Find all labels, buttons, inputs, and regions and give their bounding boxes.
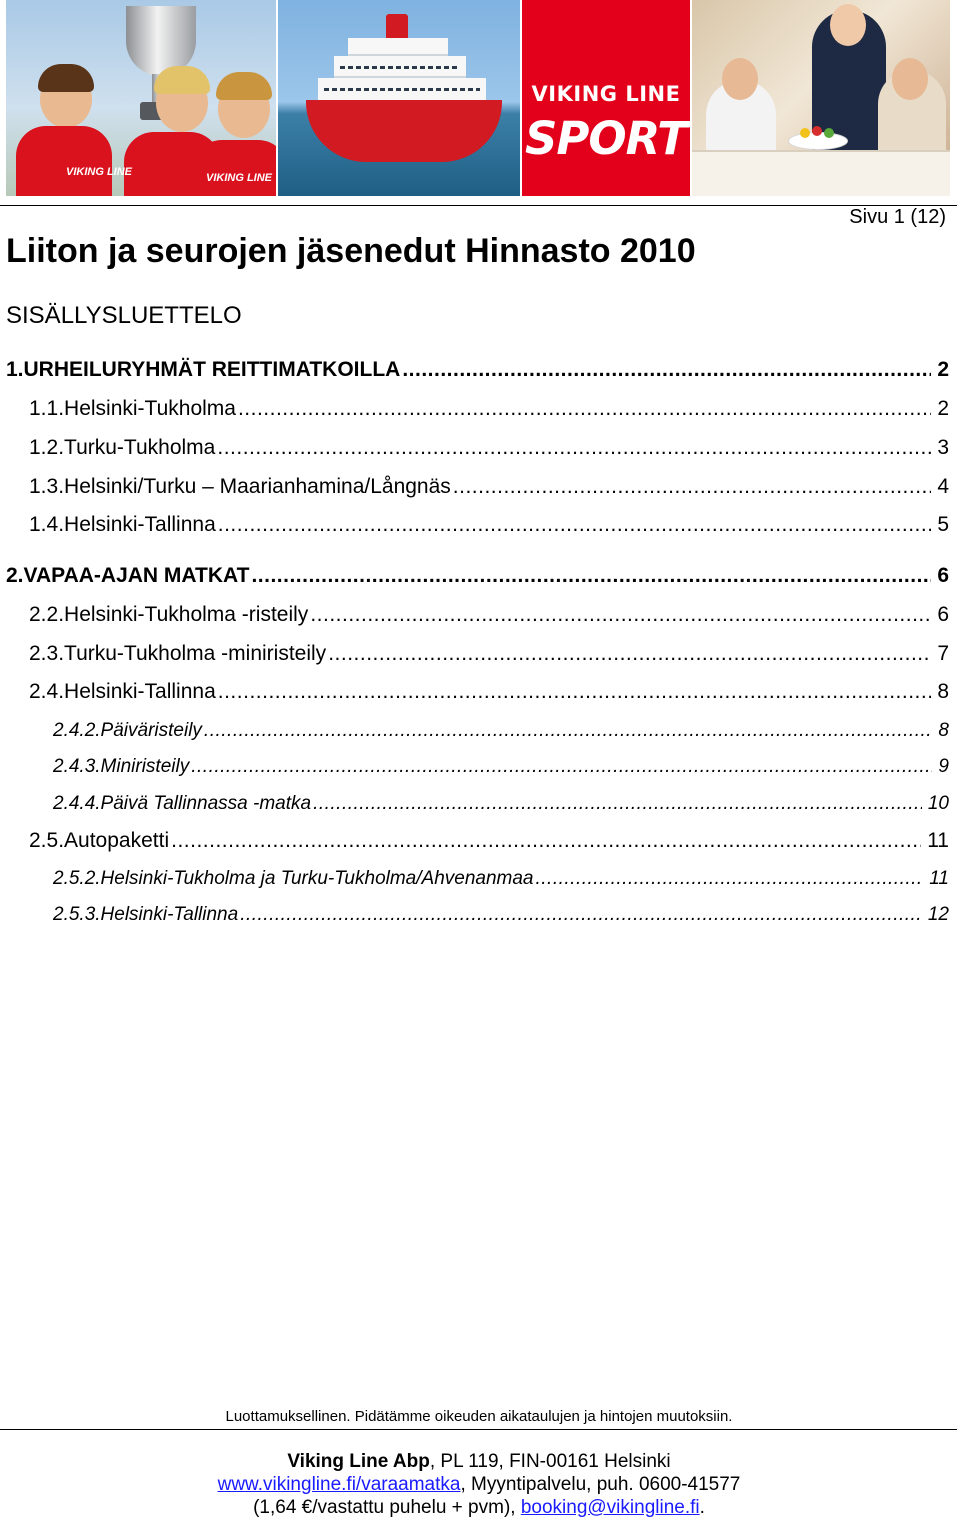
toc-entry-number: 1. — [6, 358, 24, 381]
toc-heading: SISÄLLYSLUETTELO — [6, 302, 242, 329]
footer-contact-line — [0, 1474, 958, 1496]
toc-entry-page: 10 — [927, 793, 949, 814]
toc-entry-label: Autopaketti — [64, 829, 170, 852]
toc-entry-page: 8 — [938, 720, 949, 741]
toc-entry-page: 3 — [937, 436, 949, 459]
toc-entry-page: 12 — [927, 904, 949, 925]
toc-entry-number: 2.5.3. — [53, 904, 101, 925]
toc-entry-number: 2. — [6, 564, 24, 587]
toc-entry-label: Helsinki-Tukholma — [64, 397, 236, 420]
header-rule — [0, 205, 957, 206]
toc-leader-dots — [218, 680, 932, 704]
kid-hair — [154, 66, 210, 94]
ship-hull — [306, 100, 502, 162]
shirt-logo-text: VIKING LINE — [66, 166, 133, 178]
page-number: Sivu 1 (12) — [849, 206, 946, 228]
footer-address-line — [0, 1451, 958, 1473]
kid-hair — [38, 64, 94, 92]
email-suffix: . — [699, 1497, 705, 1518]
toc-leader-dots — [453, 475, 932, 499]
toc-entry-label: Turku-Tukholma -miniristeily — [64, 642, 327, 665]
header-banner — [6, 0, 952, 196]
toc-entry-label: Helsinki-Tallinna — [64, 680, 216, 703]
waiter-head — [830, 4, 866, 46]
toc-entry-number: 2.4. — [29, 680, 65, 703]
toc-entry-page: 7 — [937, 642, 949, 665]
toc-entry-number: 2.4.4. — [53, 793, 101, 814]
toc-entry-page: 11 — [927, 829, 949, 852]
toc-entry[interactable] — [53, 756, 949, 778]
toc-entry-label: Helsinki-Tallinna — [100, 904, 239, 925]
toc-entry[interactable] — [29, 603, 949, 627]
dining-photo — [692, 0, 950, 196]
fruit — [824, 128, 834, 138]
toc-entry-number: 2.4.2. — [53, 720, 101, 741]
toc-leader-dots — [310, 603, 931, 627]
toc-entry[interactable] — [6, 564, 949, 588]
toc-leader-dots — [204, 720, 933, 742]
toc-entry-number: 1.3. — [29, 475, 65, 498]
footer-rule — [0, 1429, 957, 1430]
toc-entry-page: 11 — [929, 868, 949, 889]
toc-leader-dots — [536, 868, 924, 890]
viking-line-sport-logo — [522, 0, 690, 196]
toc-entry-page: 4 — [937, 475, 949, 498]
toc-entry-label: URHEILURYHMÄT REITTIMATKOILLA — [23, 358, 401, 381]
toc-entry-page: 2 — [937, 358, 949, 381]
ferry-photo — [278, 0, 520, 196]
email-link[interactable]: booking@vikingline.fi — [520, 1497, 700, 1518]
toc-entry[interactable] — [53, 904, 949, 926]
toc-entry-number: 2.5. — [29, 829, 65, 852]
toc-leader-dots — [217, 436, 931, 460]
toc-entry[interactable] — [29, 642, 949, 666]
toc-leader-dots — [251, 564, 931, 588]
company-address: , PL 119, FIN-00161 Helsinki — [429, 1451, 671, 1472]
toc-entry-label: VAPAA-AJAN MATKAT — [23, 564, 250, 587]
call-price-note: (1,64 €/vastattu puhelu + pvm), — [253, 1497, 521, 1518]
logo-sport-text: SPORT — [525, 112, 687, 165]
footer-price-line — [0, 1497, 958, 1519]
toc-entry-number: 2.4.3. — [53, 756, 101, 777]
toc-entry[interactable] — [53, 868, 949, 890]
toc-entry-label: Turku-Tukholma — [64, 436, 216, 459]
toc-entry-label: Miniristeily — [100, 756, 190, 777]
toc-entry[interactable] — [6, 358, 949, 382]
logo-brand-text: VIKING LINE — [531, 82, 681, 106]
toc-leader-dots — [191, 756, 932, 778]
toc-leader-dots — [313, 793, 922, 815]
toc-entry-number: 1.2. — [29, 436, 65, 459]
toc-entry-label: Päiväristeily — [100, 720, 202, 741]
kid-hair — [216, 72, 272, 100]
kids-trophy-photo — [6, 0, 276, 196]
toc-entry[interactable] — [29, 397, 949, 421]
diner-head — [892, 58, 928, 100]
toc-entry-number: 2.2. — [29, 603, 65, 626]
company-name: Viking Line Abp — [287, 1451, 430, 1472]
toc-entry-page: 8 — [937, 680, 949, 703]
toc-leader-dots — [171, 829, 921, 853]
toc-entry-number: 2.5.2. — [53, 868, 101, 889]
toc-entry-number: 2.3. — [29, 642, 65, 665]
toc-entry[interactable] — [53, 793, 949, 815]
toc-entry[interactable] — [29, 680, 949, 704]
toc-entry-label: Helsinki-Tallinna — [64, 513, 216, 536]
diner-head — [722, 58, 758, 100]
toc-entry-label: Helsinki/Turku – Maarianhamina/Långnäs — [64, 475, 451, 498]
kid-shirt — [16, 126, 112, 196]
sales-service-phone: , Myyntipalvelu, puh. 0600-41577 — [460, 1474, 741, 1495]
toc-entry[interactable] — [29, 513, 949, 537]
toc-entry[interactable] — [29, 436, 949, 460]
toc-leader-dots — [218, 513, 932, 537]
toc-entry-label: Päivä Tallinnassa -matka — [100, 793, 312, 814]
kid-shirt — [192, 140, 276, 196]
toc-entry-page: 6 — [937, 564, 949, 587]
fruit — [812, 126, 822, 136]
toc-entry-label: Helsinki-Tukholma ja Turku-Tukholma/Ahvenanmaa — [100, 868, 534, 889]
toc-entry-label: Helsinki-Tukholma -risteily — [64, 603, 309, 626]
toc-entry-page: 6 — [937, 603, 949, 626]
toc-entry[interactable] — [53, 720, 949, 742]
toc-entry-page: 5 — [937, 513, 949, 536]
ship-windows — [324, 88, 480, 91]
shirt-logo-text: VIKING LINE — [206, 172, 273, 184]
website-link[interactable]: www.vikingline.fi/varaamatka — [217, 1474, 461, 1495]
ship-windows — [340, 66, 460, 69]
toc-leader-dots — [402, 358, 931, 382]
toc-entry[interactable] — [29, 475, 949, 499]
toc-leader-dots — [238, 397, 931, 421]
fruit — [800, 128, 810, 138]
toc-entry-page: 9 — [938, 756, 949, 777]
ship-funnel — [386, 14, 408, 40]
toc-entry-number: 1.4. — [29, 513, 65, 536]
toc-entry[interactable] — [29, 829, 949, 853]
toc-leader-dots — [328, 642, 931, 666]
ship-deck — [348, 38, 448, 56]
toc-leader-dots — [240, 904, 922, 926]
toc-entry-page: 2 — [937, 397, 949, 420]
dining-table — [692, 150, 950, 196]
document-title: Liiton ja seurojen jäsenedut Hinnasto 2010 — [6, 232, 696, 270]
toc-entry-number: 1.1. — [29, 397, 65, 420]
confidentiality-note: Luottamuksellinen. Pidätämme oikeuden aikataulujen ja hintojen muutoksiin. — [225, 1408, 733, 1425]
